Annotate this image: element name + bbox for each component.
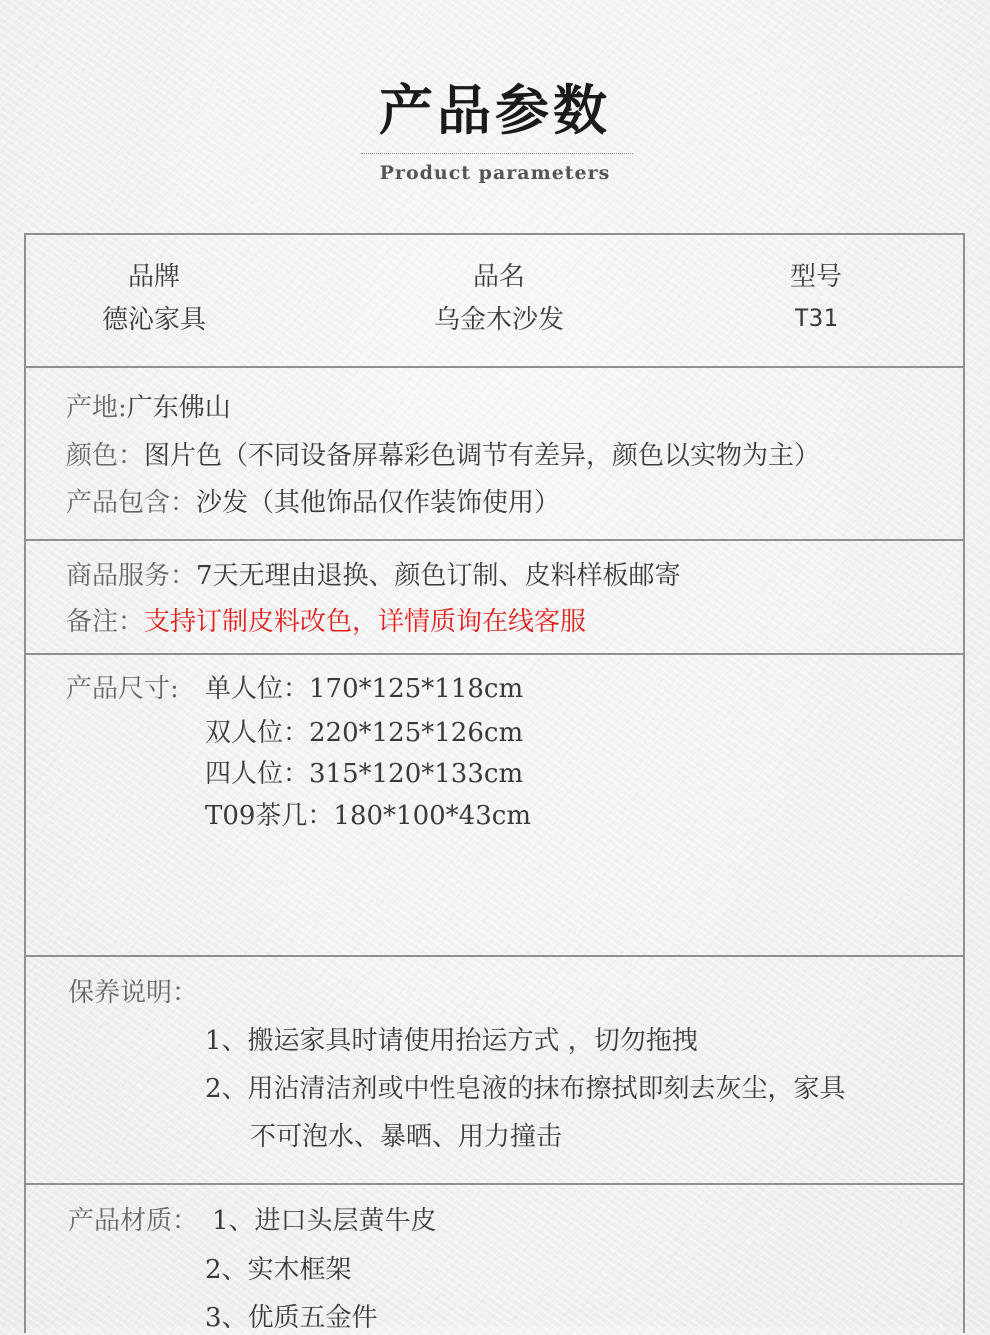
- color-value: 图片色（不同设备屏幕彩色调节有差异，颜色以实物为主）: [144, 441, 821, 471]
- size-item-single: 单人位：170*125*118cm: [205, 674, 524, 704]
- note-label: 备注：: [66, 607, 145, 637]
- contents-row: [66, 486, 560, 520]
- care-item-2-line-1: 2、用沾清洁剂或中性皂液的抹布擦拭即刻去灰尘，家具: [205, 1074, 846, 1104]
- brand-value: 德沁家具: [101, 305, 206, 335]
- origin-row: [66, 391, 231, 425]
- note-row: [66, 605, 586, 639]
- service-value: 7天无理由退换、颜色订制、皮料样板邮寄: [196, 561, 681, 591]
- contents-label: 产品包含：: [66, 488, 197, 518]
- note-value: 支持订制皮料改色，详情质询在线客服: [144, 607, 587, 637]
- size-item-four: 四人位：315*120*133cm: [205, 759, 524, 789]
- care-label: 保养说明：: [68, 978, 199, 1008]
- material-item-2: 2、实木框架: [205, 1255, 352, 1285]
- color-row: [66, 439, 820, 473]
- service-row: [66, 559, 681, 593]
- title-divider: [361, 153, 633, 154]
- size-item-table: T09茶几：180*100*43cm: [205, 801, 531, 831]
- material-label: 产品材质：: [68, 1206, 199, 1236]
- size-item-double: 双人位：220*125*126cm: [205, 718, 524, 748]
- origin-label: 产地:: [66, 393, 127, 423]
- care-item-1: 1、搬运家具时请使用抬运方式 ，切勿拖拽: [205, 1026, 698, 1056]
- origin-value: 广东佛山: [126, 393, 231, 423]
- parameters-table: [24, 233, 965, 1333]
- page-subtitle: Product parameters: [379, 162, 611, 184]
- section-divider: [26, 539, 963, 541]
- contents-value: 沙发（其他饰品仅作装饰使用）: [196, 488, 561, 518]
- material-item-1: 1、进口头层黄牛皮: [212, 1206, 437, 1236]
- model-value: T31: [794, 304, 838, 332]
- material-item-3: 3、优质五金件: [205, 1303, 378, 1333]
- model-label: 型号: [789, 262, 842, 292]
- care-item-2-line-2: 不可泡水、暴晒、用力撞击: [250, 1122, 563, 1152]
- section-divider: [26, 653, 963, 655]
- section-divider: [26, 1183, 963, 1185]
- product-name-value: 乌金木沙发: [433, 305, 564, 335]
- section-divider: [26, 955, 963, 957]
- color-label: 颜色：: [66, 441, 145, 471]
- section-divider: [26, 366, 963, 368]
- page-title: 产品参数: [379, 79, 611, 142]
- service-label: 商品服务：: [66, 561, 197, 591]
- size-label: 产品尺寸:: [66, 674, 179, 704]
- product-name-label: 品名: [472, 262, 525, 292]
- brand-label: 品牌: [127, 262, 180, 292]
